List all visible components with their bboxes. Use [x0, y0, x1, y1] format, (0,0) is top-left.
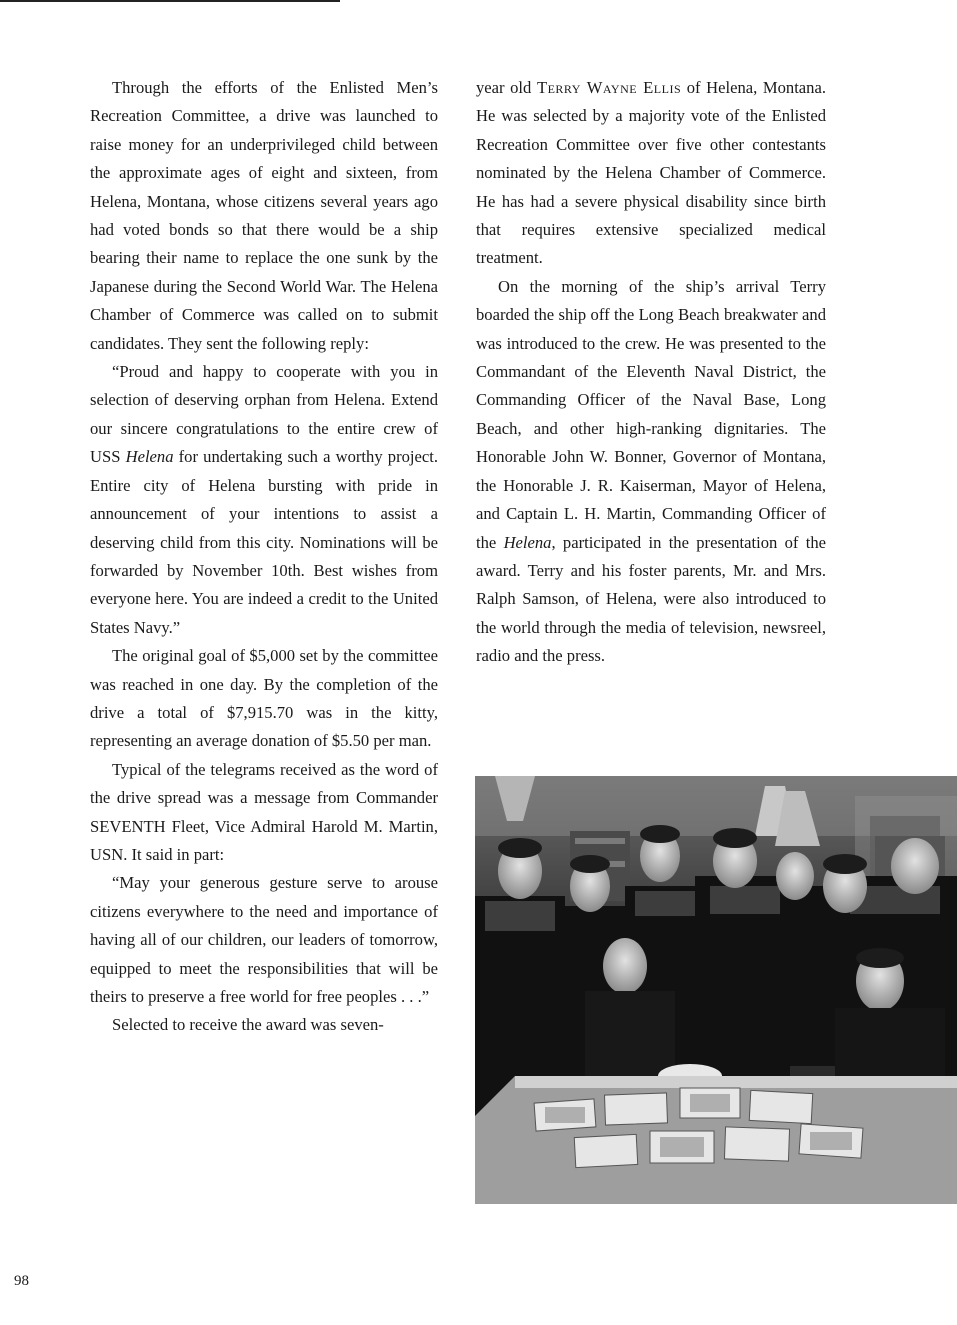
reply-text-end: for undertaking such a worthy project. Entire city of Helena bursting with pride in announcement of your intentions to assist a deserving child from this city. Nominations will be forwarded by November 10th. Best wishes from everyone here. You are indeed a credit to the United States Navy.”: [90, 447, 438, 637]
paragraph-goal: The original goal of $5,000 set by the committee was reached in one day. By the completion of the drive a total of $7,915.70 was in the kitty, representing an average donation of $5.50 per man.: [90, 646, 438, 751]
terry-name: Terry Wayne Ellis: [536, 78, 682, 97]
top-rule: [0, 0, 340, 2]
terry-text-start: year old: [476, 78, 537, 97]
paragraph-terry: [476, 74, 826, 273]
photo-illustration: [475, 776, 957, 1204]
terry-text-end: of Helena, Montana. He was selected by a majority vote of the Enlisted Recreation Committee over five other contestants nominated by the Helena Chamber of Commerce. He has had a severe physical disability since birth that requires extensive specialized medical treatment.: [476, 78, 826, 268]
paragraph-admiral-quote: “May your generous gesture serve to arouse citizens everywhere to the need and importance of having all of our children, our leaders of tomorrow, equipped to meet the responsibilities that will be theirs to preserve a free world for free peoples . . .”: [90, 873, 438, 1006]
arrival-text-end: , participated in the presentation of the award. Terry and his foster parents, Mr. and Mrs. Ralph Samson, of Helena, were also introduced to the world through the media of television, newsreel, radio and the press.: [476, 532, 827, 666]
left-column: [90, 74, 438, 1040]
paragraph-selected: Selected to receive the award was seven-: [112, 1015, 384, 1035]
reply-text-start: “Proud and happy to cooperate with you in selection of deserving orphan from Helena. Extend our sincere congratulations to the entire crew of USS: [90, 362, 438, 467]
right-column: [476, 74, 826, 671]
arrival-text-start: On the morning of the ship’s arrival Terry boarded the ship off the Long Beach breakwater and was introduced to the crew. He was presented to the Commandant of the Eleventh Naval District, the Commanding Officer of the Naval Base, Long Beach, and other high-ranking dignitaries. The Honorable John W. Bonner, Governor of Montana, the Honorable J. R. Kaiserman, Mayor of Helena, and Captain L. H. Martin, Commanding Officer of the: [476, 276, 826, 552]
paragraph-drive-intro: Through the efforts of the Enlisted Men’s Recreation Committee, a drive was launched to raise money for an underprivileged child between the approximate ages of eight and sixteen, from Helena, Montana, whose citizens several years ago had voted bonds so that there would be a ship bearing their name to replace the one sunk by the Japanese during the Second World War. The Helena Chamber of Commerce was called on to submit candidates. They sent the following reply:: [90, 78, 438, 353]
page-number: 98: [14, 1273, 29, 1289]
ship-name-2: Helena: [503, 532, 552, 552]
paragraph-chamber-reply: [90, 358, 438, 642]
paragraph-arrival: [476, 273, 826, 671]
paragraph-telegrams: Typical of the telegrams received as the word of the drive spread was a message from Commander SEVENTH Fleet, Vice Admiral Harold M. Martin, USN. It said in part:: [90, 759, 438, 864]
ship-name: Helena: [125, 447, 174, 467]
photo-sailors-reviewing-photographs: [475, 776, 957, 1204]
